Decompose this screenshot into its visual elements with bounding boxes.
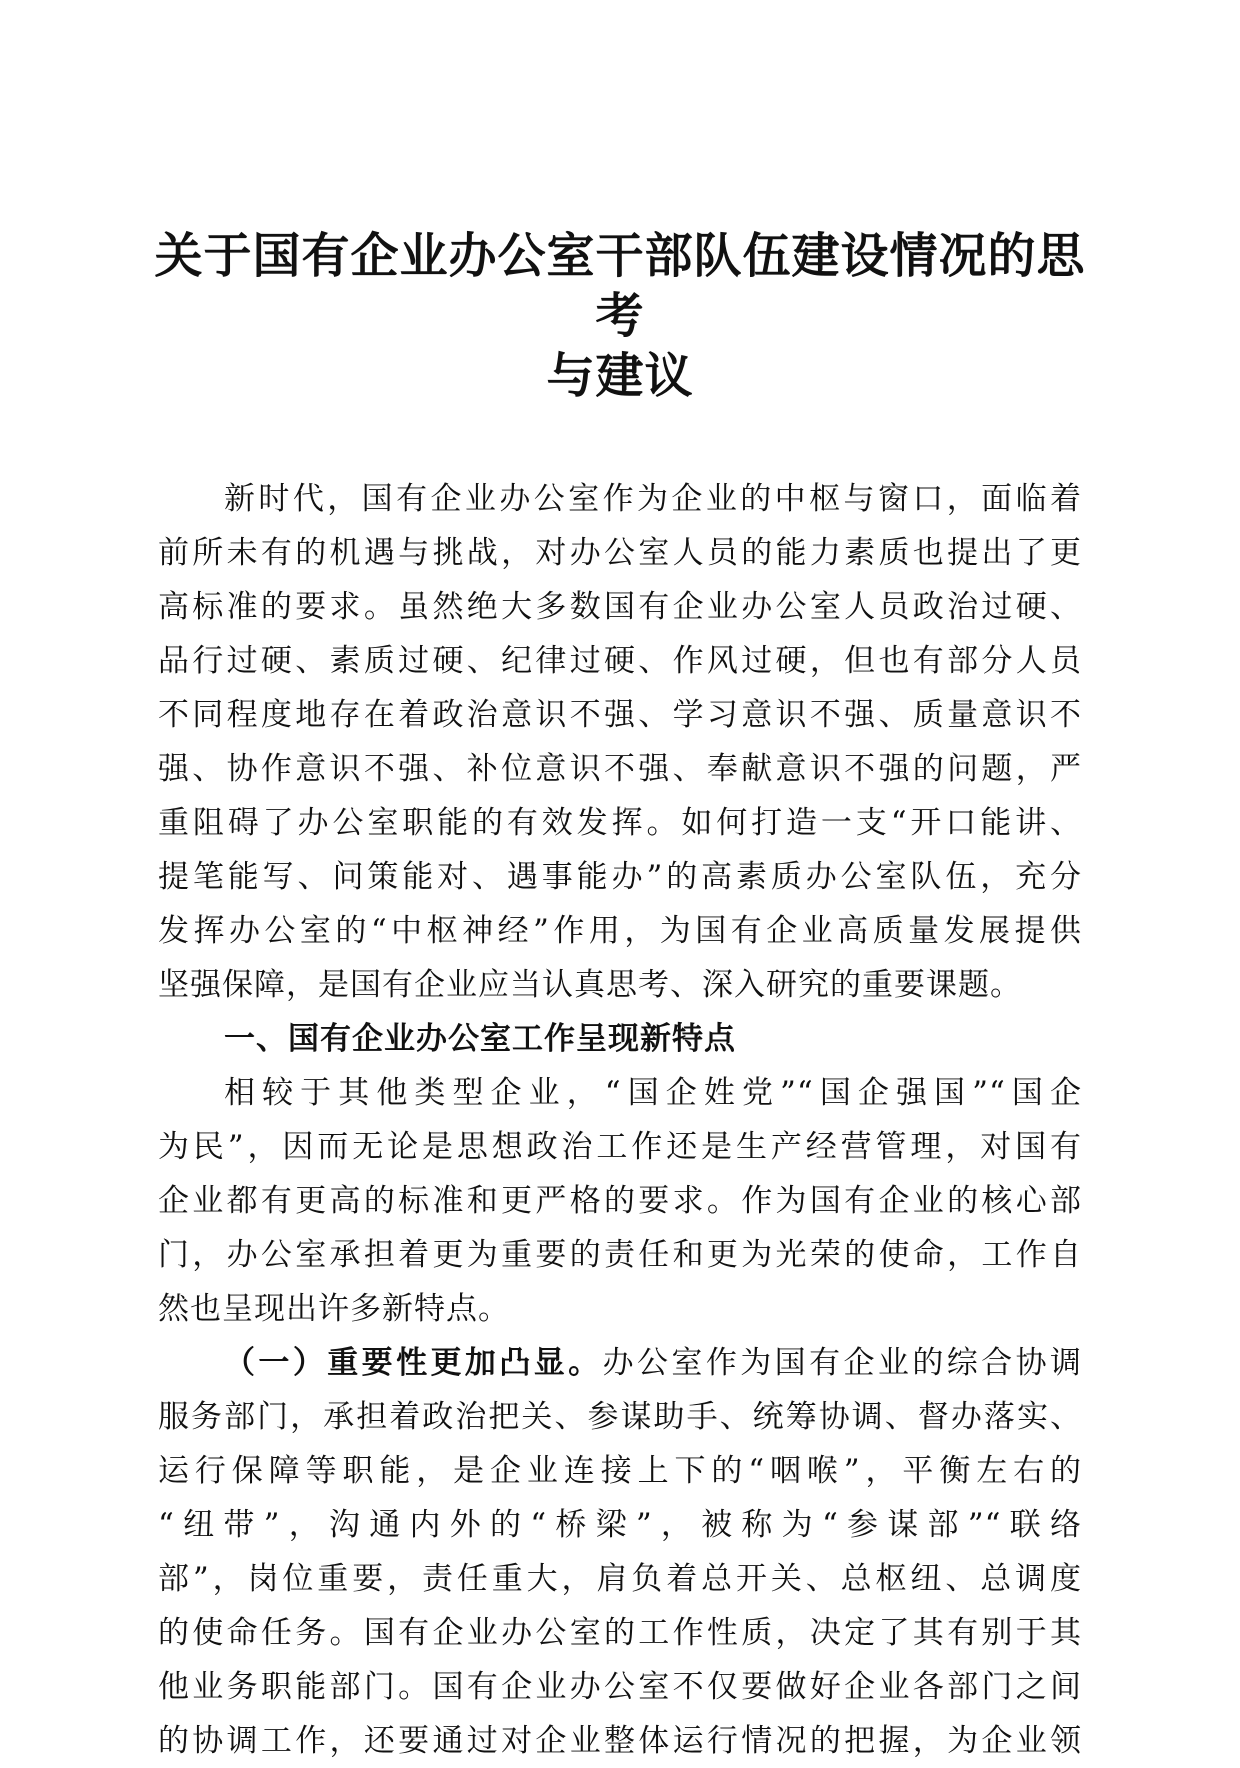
subsection-line: 他业务职能部门。国有企业办公室不仅要做好企业各部门之间 — [158, 1669, 1082, 1705]
subsection-line: 运行保障等职能，是企业连接上下的“咽喉”，平衡左右的 — [158, 1453, 1082, 1489]
intro-line: 发挥办公室的“中枢神经”作用，为国有企业高质量发展提供 — [158, 913, 1082, 949]
intro-line: 强、协作意识不强、补位意识不强、奉献意识不强的问题，严 — [158, 751, 1082, 787]
section-line: 相较于其他类型企业，“国企姓党”“国企强国”“国企 — [224, 1075, 1082, 1111]
subsection-line: 的使命任务。国有企业办公室的工作性质，决定了其有别于其 — [158, 1615, 1082, 1651]
intro-line: 高标准的要求。虽然绝大多数国有企业办公室人员政治过硬、 — [158, 589, 1082, 625]
subsection-line: 的协调工作，还要通过对企业整体运行情况的把握，为企业领 — [158, 1723, 1082, 1759]
document-title-line-1: 关于国有企业办公室干部队伍建设情况的思考 — [154, 228, 1086, 344]
section-line: 门，办公室承担着更为重要的责任和更为光荣的使命，工作自 — [158, 1237, 1082, 1273]
intro-line: 不同程度地存在着政治意识不强、学习意识不强、质量意识不 — [158, 697, 1082, 733]
section-line: 然也呈现出许多新特点。 — [158, 1291, 510, 1327]
document-title-line-2: 与建议 — [546, 348, 694, 404]
subsection-first-line-text: 办公室作为国有企业的综合协调 — [602, 1345, 1083, 1381]
subsection-first-line — [158, 1336, 1082, 1390]
intro-line: 品行过硬、素质过硬、纪律过硬、作风过硬，但也有部分人员 — [158, 643, 1082, 679]
intro-line: 提笔能写、问策能对、遇事能办”的高素质办公室队伍，充分 — [158, 859, 1082, 895]
intro-line: 重阻碍了办公室职能的有效发挥。如何打造一支“开口能讲、 — [158, 805, 1082, 841]
section-line: 企业都有更高的标准和更严格的要求。作为国有企业的核心部 — [158, 1183, 1082, 1219]
intro-line: 坚强保障，是国有企业应当认真思考、深入研究的重要课题。 — [158, 967, 1022, 1003]
subsection-heading: （一）重要性更加凸显。 — [224, 1345, 603, 1381]
subsection-line: 部”，岗位重要，责任重大，肩负着总开关、总枢纽、总调度 — [158, 1561, 1082, 1597]
section-heading: 一、国有企业办公室工作呈现新特点 — [224, 1021, 736, 1057]
section-line: 为民”，因而无论是思想政治工作还是生产经营管理，对国有 — [158, 1129, 1082, 1165]
intro-line: 前所未有的机遇与挑战，对办公室人员的能力素质也提出了更 — [158, 535, 1082, 571]
intro-line: 新时代，国有企业办公室作为企业的中枢与窗口，面临着 — [224, 481, 1082, 517]
subsection-line: 服务部门，承担着政治把关、参谋助手、统筹协调、督办落实、 — [158, 1399, 1082, 1435]
subsection-line: “纽带”，沟通内外的“桥梁”，被称为“参谋部”“联络 — [158, 1507, 1082, 1543]
document-body — [158, 472, 1082, 1768]
